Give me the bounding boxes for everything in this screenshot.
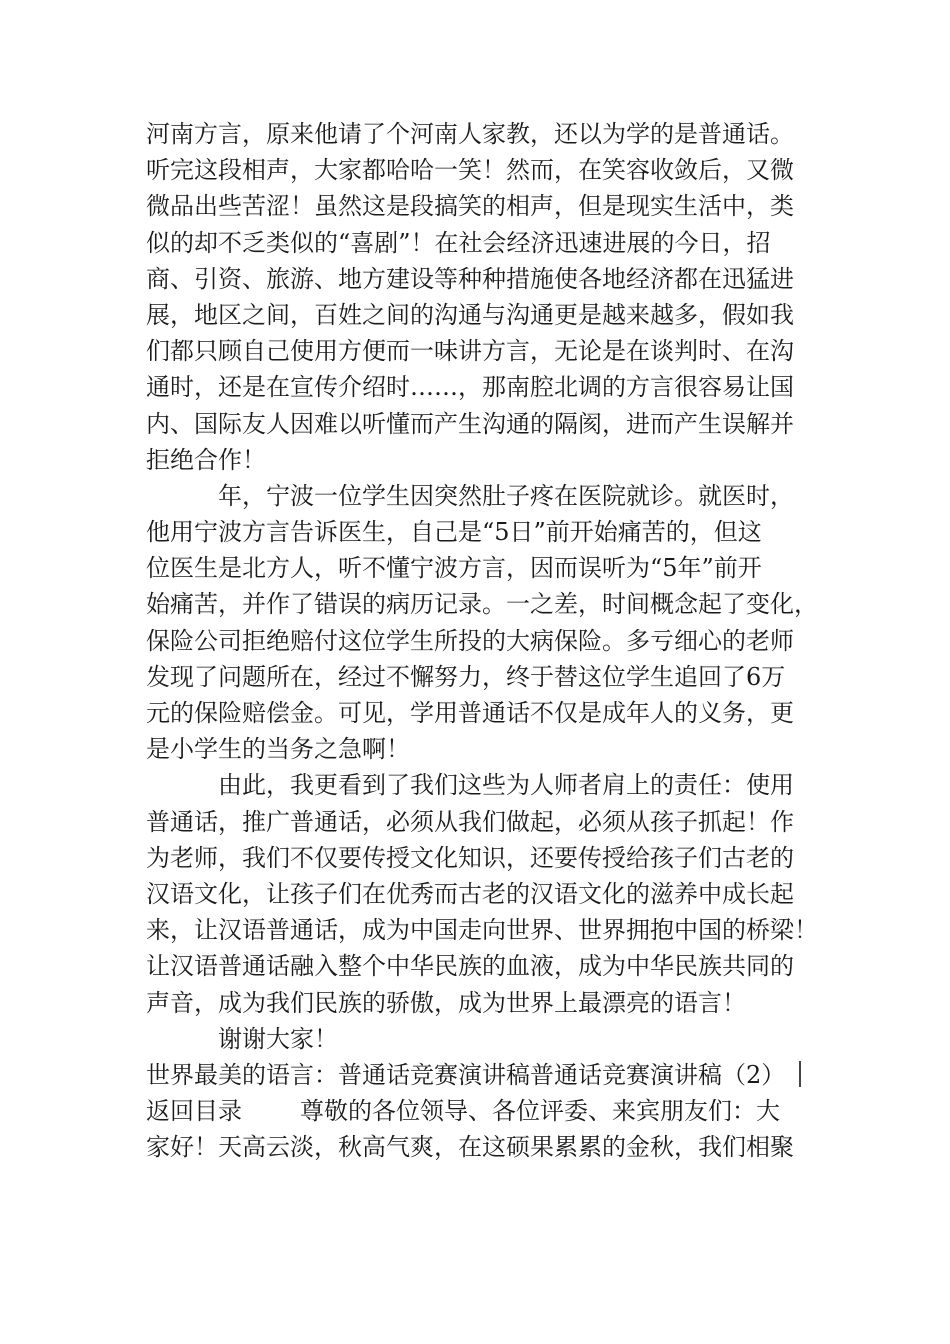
text-line: 内、国际友人因难以听懂而产生沟通的隔阂，进而产生误解并	[146, 409, 794, 438]
text-line: 让汉语普通话融入整个中华民族的血液，成为中华民族共同的	[146, 952, 794, 981]
paragraph-ningbo-story	[146, 478, 818, 768]
text-line: 他用宁波方言告诉医生，自己是“5日”前开始痛苦的，但这	[146, 518, 762, 547]
speech-opening-text: 尊敬的各位领导、各位评委、来宾朋友们：大	[300, 1097, 780, 1126]
paragraph-teacher-responsibility	[146, 767, 818, 1020]
text-line: 通时，还是在宣传介绍时……，那南腔北调的方言很容易让国	[146, 373, 794, 402]
text-line: 位医生是北方人，听不懂宁波方言，因而误听为“5年”前开	[146, 554, 762, 583]
text-line: 元的保险赔偿金。可见，学用普通话不仅是成年人的义务，更	[146, 699, 794, 727]
section-title: 世界最美的语言：普通话竞赛演讲稿普通话竞赛演讲稿（2）	[146, 1060, 786, 1089]
text-line: 展，地区之间，百姓之间的沟通与沟通更是越来越多，假如我	[146, 300, 794, 329]
text-line: 微品出些苦涩！虽然这是段搞笑的相声，但是现实生活中，类	[146, 192, 794, 221]
text-line: 们都只顾自己使用方便而一味讲方言，无论是在谈判时、在沟	[146, 337, 794, 366]
text-line: 家好！天高云淡，秋高气爽，在这硕果累累的金秋，我们相聚	[146, 1133, 794, 1162]
section-heading	[146, 1057, 810, 1093]
speech-opening-line	[146, 1093, 810, 1129]
text-line: 是小学生的当务之急啊！	[146, 735, 410, 764]
text-line: 汉语文化，让孩子们在优秀而古老的汉语文化的滋养中成长起	[146, 879, 794, 908]
document-body	[146, 116, 818, 1165]
text-line: 为老师，我们不仅要传授文化知识，还要传授给孩子们古老的	[146, 843, 794, 872]
text-line: 声音，成为我们民族的骄傲，成为世界上最漂亮的语言！	[146, 988, 746, 1017]
paragraph-dialect	[146, 116, 810, 478]
text-line: 发现了问题所在，经过不懈努力，终于替这位学生追回了6万	[146, 662, 786, 691]
text-line: 始痛苦，并作了错误的病历记录。一之差，时间概念起了变化，	[146, 590, 818, 619]
text-line: 保险公司拒绝赔付这位学生所投的大病保险。多亏细心的老师	[146, 626, 794, 655]
text-line: 年，宁波一位学生因突然肚子疼在医院就诊。就医时，	[218, 481, 794, 510]
text-line: 似的却不乏类似的“喜剧”！在社会经济迅速进展的今日，招	[146, 228, 771, 257]
text-line: 听完这段相声，大家都哈哈一笑！然而，在笑容收敛后，又微	[146, 156, 794, 185]
back-to-contents-link[interactable]: 返回目录	[146, 1097, 242, 1126]
text-line: 商、引资、旅游、地方建设等种种措施使各地经济都在迅猛进	[146, 264, 794, 293]
text-line: 拒绝合作！	[146, 445, 266, 474]
text-line: 河南方言，原来他请了个河南人家教，还以为学的是普通话。	[146, 120, 794, 148]
text-line: 普通话，推广普通话，必须从我们做起，必须从孩子抓起！作	[146, 807, 794, 836]
closing-thanks: 谢谢大家！	[218, 1024, 338, 1053]
text-line: 由此，我更看到了我们这些为人师者肩上的责任：使用	[218, 771, 794, 800]
separator-bar	[799, 1061, 801, 1087]
text-line: 来，让汉语普通话，成为中国走向世界、世界拥抱中国的桥梁！	[146, 916, 818, 945]
